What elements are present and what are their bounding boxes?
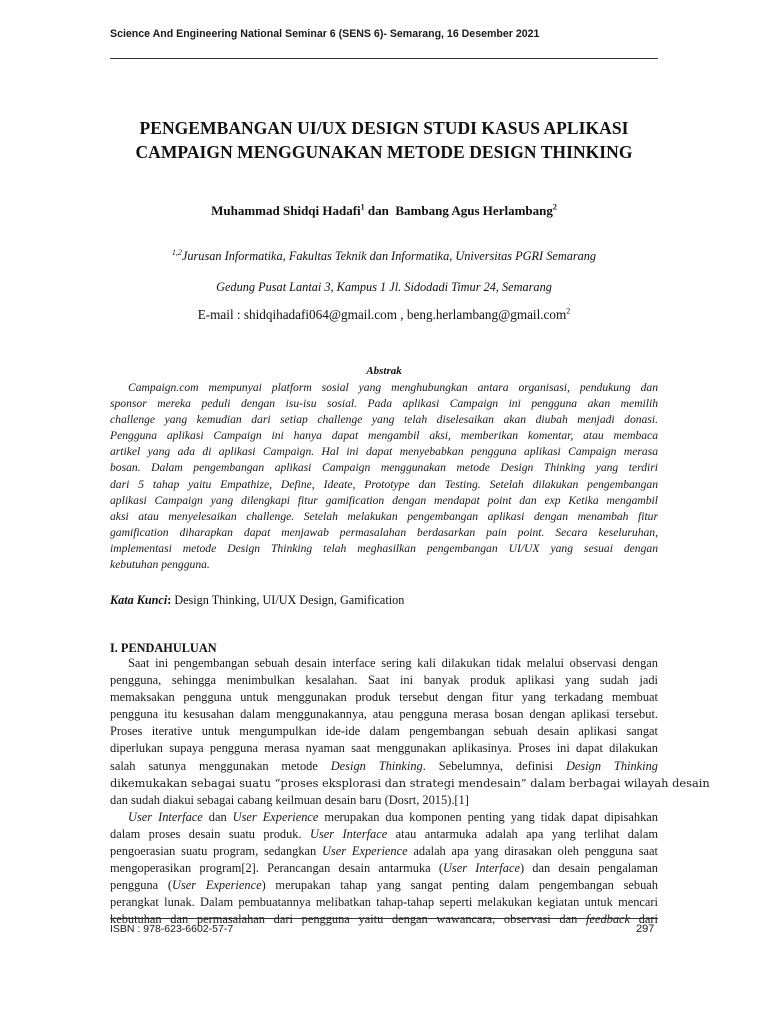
email-mark: 2 xyxy=(566,306,571,316)
section-body xyxy=(110,655,710,929)
body-line: Proses iterative untuk mengumpulkan ide-ide dalam pengembangan sebuah desain aplikasi sangat xyxy=(110,724,658,739)
title-line-1: PENGEMBANGAN UI/UX DESIGN STUDI KASUS APLIKASI xyxy=(139,118,629,138)
abstract-body xyxy=(110,380,658,573)
abstract-line: gamification diharapkan dapat menjawab permasalahan berdasarkan pain point. Secara keseluruhan, xyxy=(110,525,658,539)
body-text-run: . Sebelumnya, definisi xyxy=(422,758,566,773)
email-text: E-mail : shidqihadafi064@gmail.com , beng.herlambang@gmail.com xyxy=(197,307,567,322)
body-line: perangkat lunak. Dalam pembuatannya melibatkan tahap-tahap seperti melakukan kegiatan untuk mencari xyxy=(110,895,658,910)
body-text-italic: Design Thinking xyxy=(565,758,658,773)
abstract-line: implementasi metode Design Thinking telah meghasilkan pengembangan UI/UX yang sesuai dengan xyxy=(110,541,658,555)
body-text-run: merupakan dua komponen penting yang tidak dapat dipisahkan xyxy=(318,809,658,824)
abstract-line: kebutuhan pengguna. xyxy=(110,558,210,572)
body-line: pengguna itu kesusahan dalam menggunakannya, atau pengguna merasa bosan dengan aplikasi tersebut. xyxy=(110,707,658,722)
affiliation xyxy=(110,249,658,264)
body-text-run: ) dan desain pengalaman xyxy=(519,861,659,876)
abstract-line: bosan. Dalam pengembangan aplikasi Campaign menggunakan metode Design Thinking yang terdiri xyxy=(110,461,658,475)
body-text-run: kebutuhan dan permasalahan dari pengguna yaitu dengan wawancara, observasi dan xyxy=(110,912,586,927)
abstract-line: aplikasi Campaign yang dilengkapi fitur gamification dengan mendapat point dan exp Ketika mengambil xyxy=(110,493,658,507)
address: Gedung Pusat Lantai 3, Kampus 1 Jl. Sidodadi Timur 24, Semarang xyxy=(216,280,552,294)
email-line xyxy=(110,307,658,323)
body-text-italic: User Interface xyxy=(442,861,520,876)
body-line: memaksakan pengguna untuk menggunakan produk tersebut dengan fitur yang terkadang membuat xyxy=(110,690,658,705)
body-text-italic: User Interface xyxy=(310,826,388,841)
body-line xyxy=(110,877,658,894)
header-rule xyxy=(110,58,658,59)
body-text-run: pengguna ( xyxy=(110,878,173,893)
section-heading: I. PENDAHULUAN xyxy=(110,641,217,655)
body-text-run: ) merupakan tahap yang sangat penting dalam pengembangan sebuah xyxy=(261,878,658,893)
body-line: diperlukan supaya pengguna merasa nyaman saat menggunakan aplikasinya. Proses ini dapat dilakukan xyxy=(110,741,658,756)
isbn: ISBN : 978-623-6602-57-7 xyxy=(110,923,234,935)
body-text-run: dan xyxy=(202,809,233,824)
body-line xyxy=(110,809,658,826)
body-line xyxy=(110,860,658,877)
body-line: dikemukakan sebagai suatu “proses eksplorasi dan strategi mendesain” dalam berbagai wilayah desain xyxy=(110,775,710,790)
body-text-italic: User Experience xyxy=(232,809,319,824)
footer-rule xyxy=(110,918,658,919)
body-text-run: pengoerasian suatu program, sedangkan xyxy=(110,844,323,859)
abstract-line: dari 5 tahap yaitu Empathize, Define, Ideate, Prototype dan Testing. Setelah dilakukan pengembangan xyxy=(110,477,658,491)
abstract-line: artikel yang ada di aplikasi Campaign. Hal ini dapat menyebabkan pengguna aplikasi Campaign merasa xyxy=(110,445,658,459)
body-text-run: mengoperasikan program[2]. Perancangan desain antarmuka ( xyxy=(110,861,443,876)
body-line: Saat ini pengembangan sebuah desain interface sering kali dilakukan tidak melalui observasi dengan xyxy=(128,656,658,670)
abstract-line: Campaign.com mempunyai platform sosial yang menghubungkan antara organisasi, pendukung dan xyxy=(128,381,658,394)
body-text-italic: feedback xyxy=(586,912,631,927)
author-2-affiliation-mark: 2 xyxy=(552,202,557,212)
body-text-run: salah satunya menggunakan metode xyxy=(110,758,331,773)
author-1-affiliation-mark: 1 xyxy=(360,202,365,212)
keywords xyxy=(110,593,404,608)
body-line xyxy=(110,843,658,860)
author-1: Muhammad Shidqi Hadafi xyxy=(211,203,361,218)
abstract-line: Pengguna aplikasi Campaign ini hanya dapat mengambil aksi, memberikan komentar, atau membaca xyxy=(110,429,658,443)
paper-title xyxy=(110,116,658,164)
body-text-run: atau antarmuka adalah apa yang terlihat dalam xyxy=(387,826,659,841)
body-text-run: dalam proses desain suatu produk. xyxy=(110,826,310,841)
running-header: Science And Engineering National Seminar 6 (SENS 6)- Semarang, 16 Desember 2021 xyxy=(110,28,540,40)
affiliation-text: Jurusan Informatika, Fakultas Teknik dan Informatika, Universitas PGRI Semarang xyxy=(181,249,597,263)
abstract-line: challenge yang kemudian dari setiap challenge yang telah diselesaikan akan diubah menjadi donasi. xyxy=(110,413,658,427)
body-text-italic: User Experience xyxy=(172,878,262,893)
affiliation-mark: 1,2 xyxy=(171,247,182,257)
body-line xyxy=(110,758,658,775)
page-number: 297 xyxy=(636,923,655,935)
body-text-italic: Design Thinking xyxy=(330,758,423,773)
body-text-run: dari xyxy=(630,912,658,927)
body-line: pengguna, sehingga menimbulkan kesalahan. Saat ini banyak produk aplikasi yang sudah jadi xyxy=(110,673,658,688)
abstract-line: sponsor mereka peduli dengan isu-isu sosial. Pada aplikasi Campaign ini pengguna akan memilih xyxy=(110,397,658,411)
body-text-run: adalah apa yang dirasakan oleh pengguna saat xyxy=(407,844,658,859)
body-text-italic: User Experience xyxy=(322,844,408,859)
body-line xyxy=(110,826,658,843)
author-separator: dan xyxy=(364,203,396,218)
abstract-heading: Abstrak xyxy=(366,365,402,377)
author-line xyxy=(110,203,658,219)
keywords-label: Kata Kunci xyxy=(110,593,168,607)
keywords-colon: : xyxy=(167,593,172,607)
keywords-values: Design Thinking, UI/UX Design, Gamification xyxy=(171,593,405,607)
author-2: Bambang Agus Herlambang xyxy=(395,203,553,218)
title-line-2: CAMPAIGN MENGGUNAKAN METODE DESIGN THINKING xyxy=(135,142,633,162)
abstract-line: aksi atau menyelesaikan challenge. Setelah melakukan pengembangan aplikasi dengan menambah fitur xyxy=(110,509,658,523)
body-line: dan sudah diakui sebagai cabang keilmuan desain baru (Dosrt, 2015).[1] xyxy=(110,792,469,807)
body-text-italic: User Interface xyxy=(128,809,203,824)
